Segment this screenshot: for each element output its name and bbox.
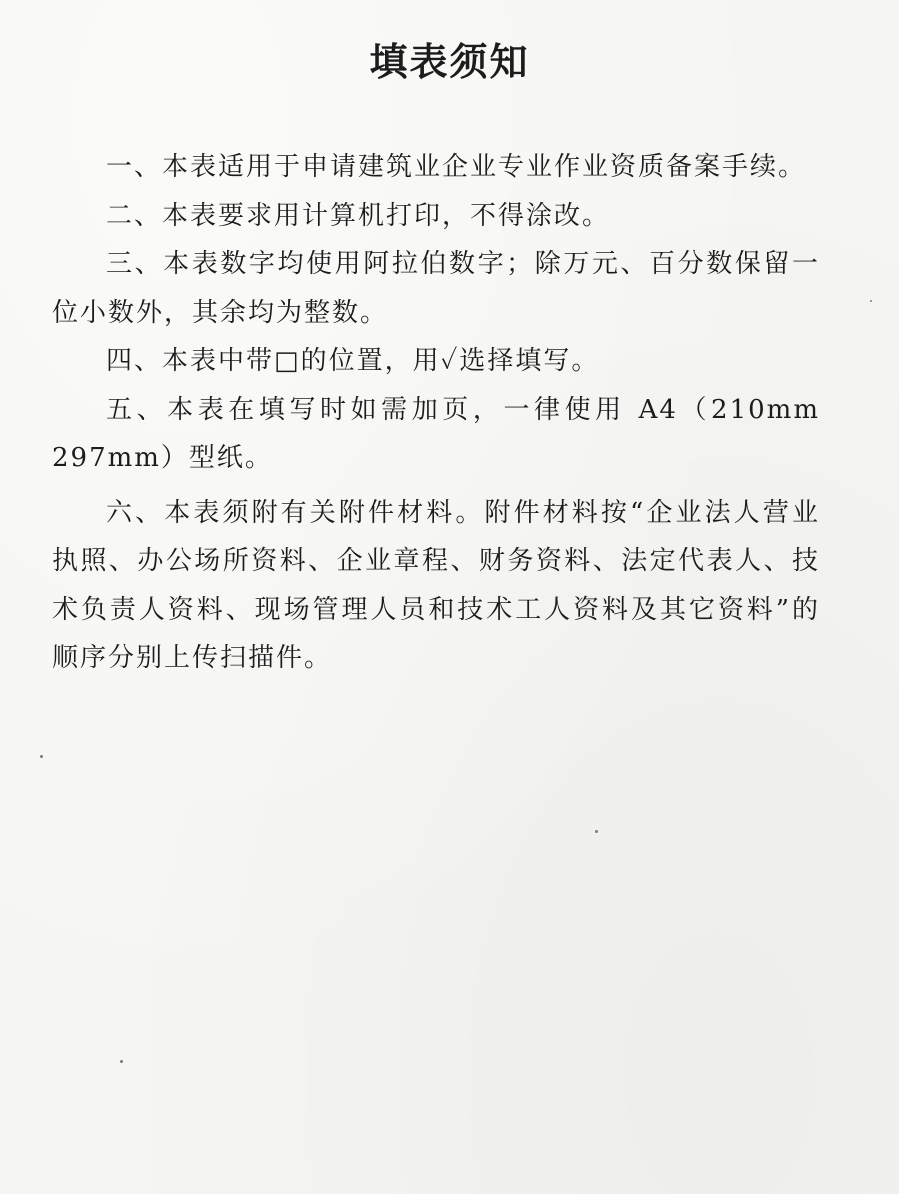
- instructions-list: [52, 143, 820, 683]
- scan-speck: [120, 1060, 123, 1063]
- instruction-item-4: 四、本表中带□的位置，用✓选择填写。: [106, 346, 600, 376]
- instruction-item-2: 二、本表要求用计算机打印，不得涂改。: [106, 200, 611, 231]
- page-title: 填表须知: [369, 39, 530, 84]
- scan-speck: [40, 755, 43, 758]
- instruction-item-3: 三、本表数字均使用阿拉伯数字；除万元、百分数保留一位小数外，其余均为整数。: [52, 249, 820, 328]
- instruction-item-5: 五、本表在填写时如需加页，一律使用 A4（210mm 297mm）型纸。: [52, 394, 820, 473]
- scan-speck: [870, 300, 872, 302]
- instruction-item-1: 一、本表适用于申请建筑业企业专业作业资质备案手续。: [106, 152, 807, 182]
- instruction-item-6: 六、本表须附有关附件材料。附件材料按“企业法人营业执照、办公场所资料、企业章程、财务资料、法定代表人、技术负责人资料、现场管理人员和技术工人资料及其它资料”的顺序分别上传扫描件。: [52, 497, 820, 673]
- scan-speck: [595, 830, 598, 833]
